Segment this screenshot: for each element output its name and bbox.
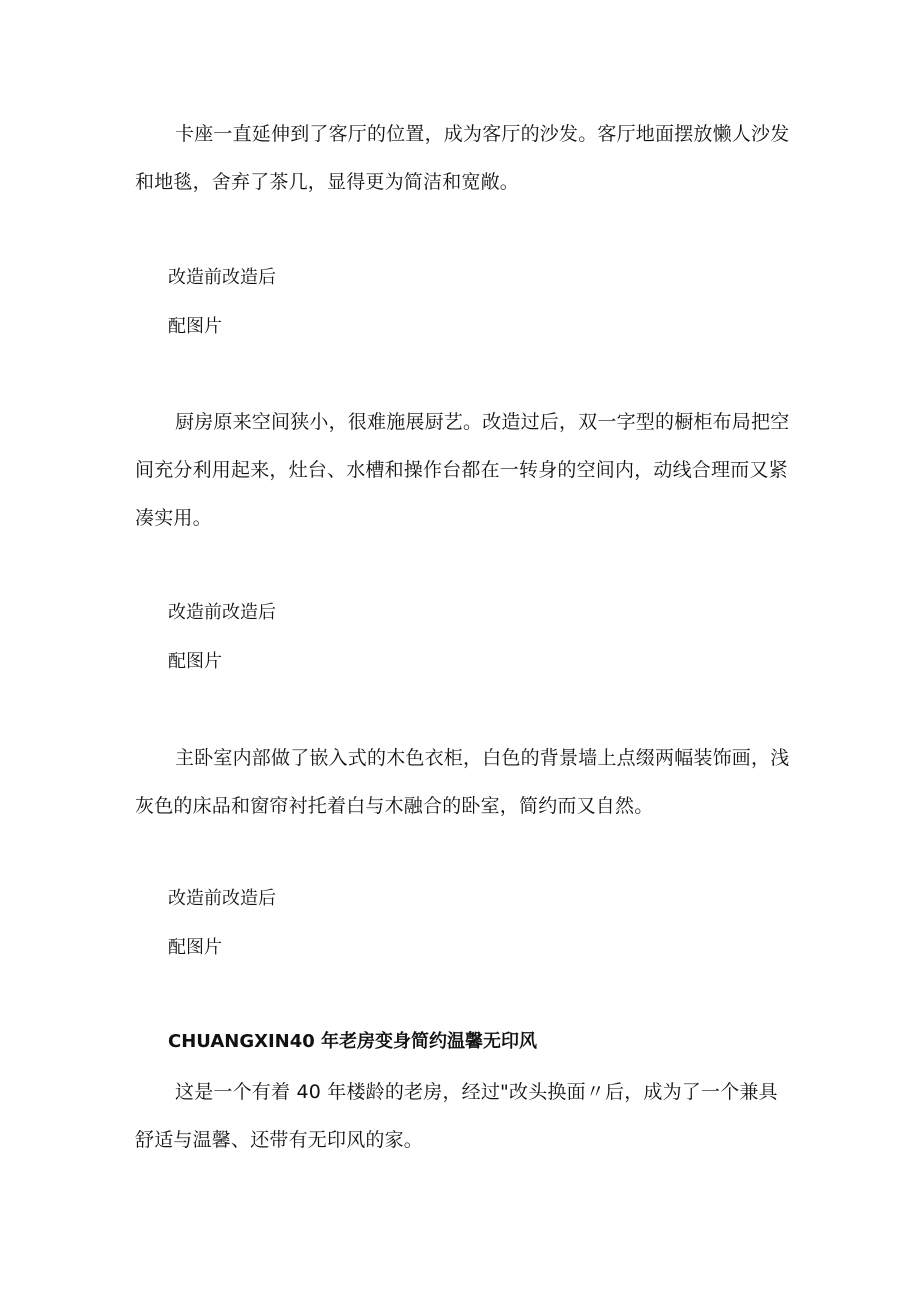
before-after-label: 改造前改造后	[168, 888, 276, 909]
image-caption: 配图片	[168, 316, 222, 337]
section-heading: CHUANGXIN40 年老房变身简约温馨无印风	[168, 1031, 538, 1052]
paragraph-intro: 这是一个有着 40 年楼龄的老房，经过"改头换面〃后，成为了一个兼具舒适与温馨、还带有无印风的家。	[135, 1081, 778, 1151]
before-after-label: 改造前改造后	[168, 602, 276, 623]
paragraph-living-room: 卡座一直延伸到了客厅的位置，成为客厅的沙发。客厅地面摆放懒人沙发和地毯，舍弃了茶几，显得更为简洁和宽敞。	[135, 123, 790, 193]
paragraph-kitchen: 厨房原来空间狭小，很难施展厨艺。改造过后，双一字型的橱柜布局把空间充分利用起来，灶台、水槽和操作台都在一转身的空间内，动线合理而又紧凑实用。	[135, 411, 790, 529]
image-caption: 配图片	[168, 651, 222, 672]
before-after-label: 改造前改造后	[168, 267, 276, 288]
image-caption: 配图片	[168, 937, 222, 958]
paragraph-bedroom: 主卧室内部做了嵌入式的木色衣柜，白色的背景墙上点缀两幅装饰画，浅灰色的床品和窗帘衬托着白与木融合的卧室，简约而又自然。	[135, 747, 790, 817]
